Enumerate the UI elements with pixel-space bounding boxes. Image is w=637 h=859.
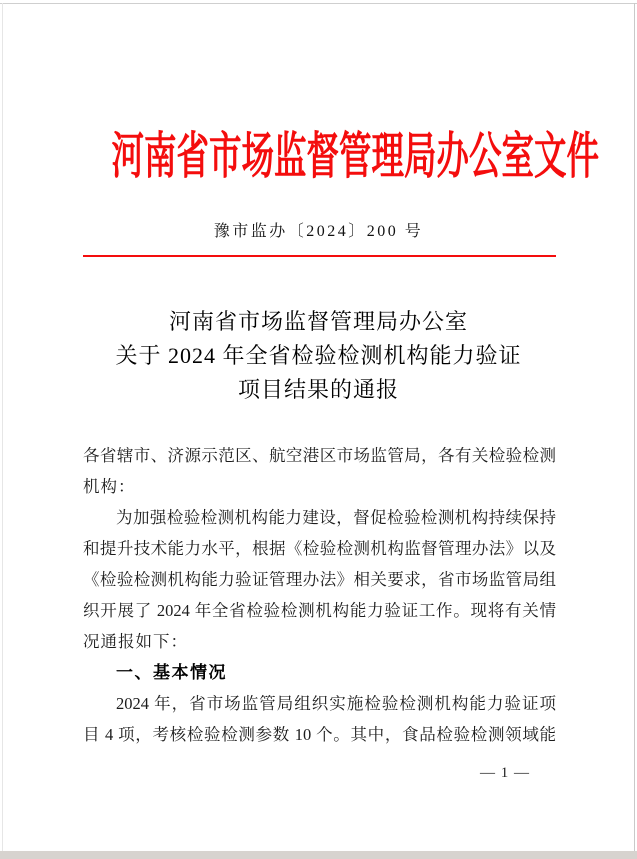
document-title	[0, 305, 637, 407]
document-number: 豫市监办〔2024〕200 号	[213, 223, 424, 240]
document-title-line: 关于 2024 年全省检验检测机构能力验证	[115, 343, 522, 368]
document-title-line: 河南省市场监督管理局办公室	[168, 309, 468, 334]
body-line: 机构：	[83, 477, 136, 496]
body-line: 目 4 项，考核检验检测参数 10 个。其中，食品检验检测领域能	[83, 725, 556, 744]
page-edge-bottom	[0, 851, 637, 859]
red-divider-line	[83, 255, 556, 257]
body-line: 况通报如下：	[83, 632, 188, 651]
letterhead-title: 河南省市场监督管理局办公室文件	[111, 128, 599, 184]
body-line: 为加强检验检测机构能力建设，督促检验检测机构持续保持	[116, 508, 556, 527]
body-line: 和提升技术能力水平，根据《检验检测机构监督管理办法》以及	[83, 539, 556, 558]
page-edge-top	[0, 3, 637, 4]
body-line: 织开展了 2024 年全省检验检测机构能力验证工作。现将有关情	[83, 601, 556, 620]
body-line: 《检验检测机构能力验证管理办法》相关要求，省市场监管局组	[83, 570, 556, 589]
body-line: 各省辖市、济源示范区、航空港区市场监管局，各有关检验检测	[83, 446, 556, 465]
body-line: 一、基本情况	[116, 663, 227, 682]
page-number: — 1 —	[480, 765, 530, 781]
page-edge-right	[634, 3, 635, 851]
page-edge-left	[2, 3, 3, 851]
document-body	[83, 440, 556, 750]
document-title-line: 项目结果的通报	[237, 377, 399, 402]
body-line: 2024 年，省市场监管局组织实施检验检测机构能力验证项	[116, 694, 556, 713]
